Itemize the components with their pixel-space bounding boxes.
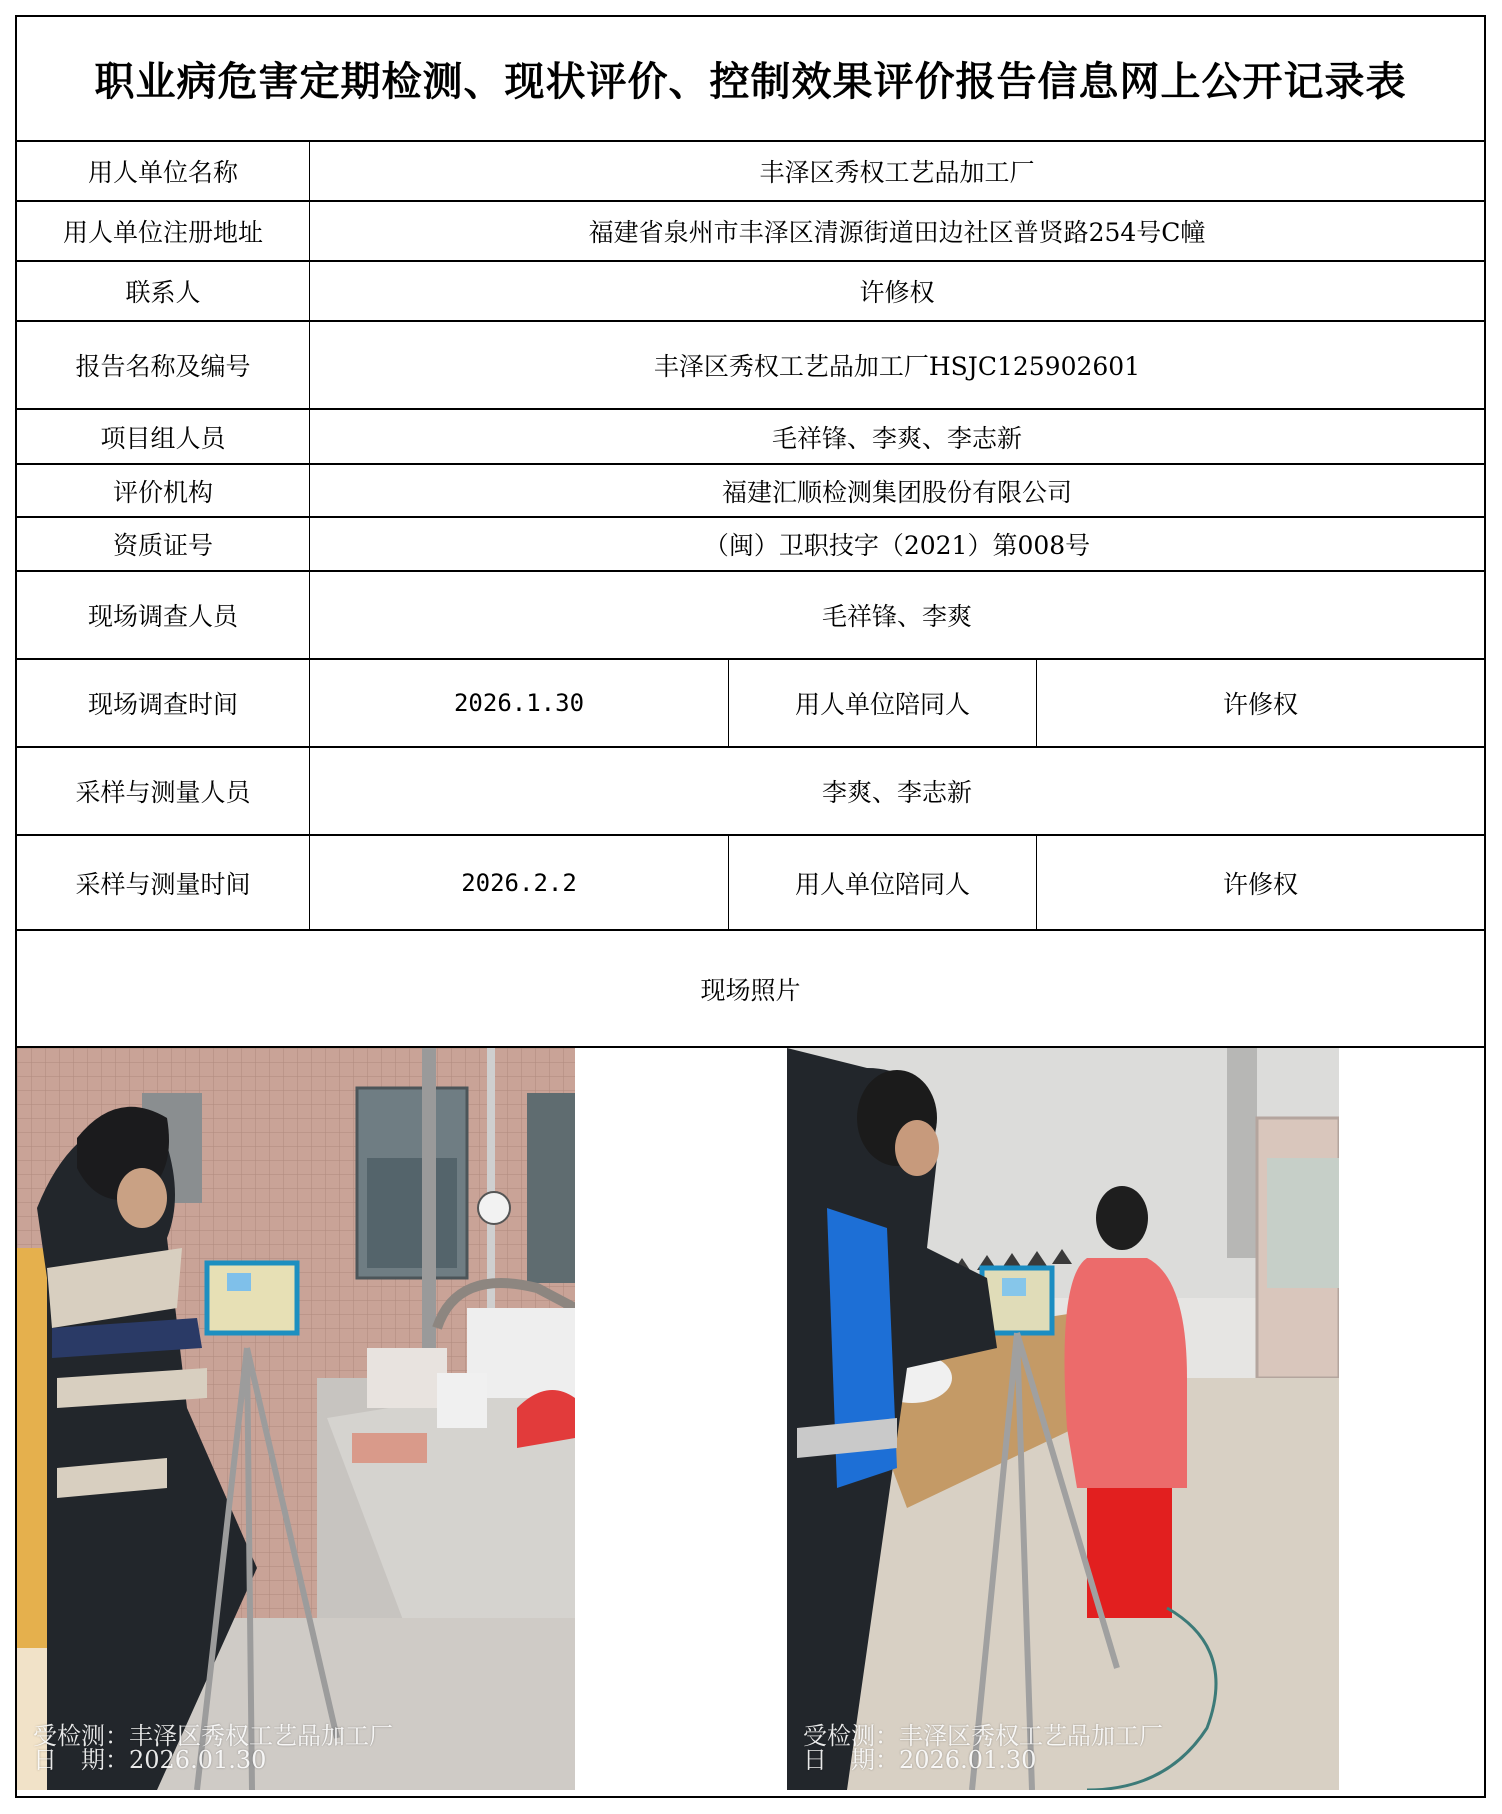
site-survey-time-label: 现场调查时间: [17, 660, 310, 746]
row-employer-address: [17, 202, 1484, 262]
qualification-number-label: 资质证号: [17, 518, 310, 570]
row-qualification-number: [17, 518, 1484, 572]
record-form: [15, 15, 1486, 1798]
sampling-accompany-value: 许修权: [1222, 869, 1298, 899]
report-name-number-label: 报告名称及编号: [17, 322, 310, 408]
sampling-staff-value: 李爽、李志新: [821, 778, 972, 807]
row-sampling-time: [17, 836, 1484, 931]
row-sampling-staff: [17, 748, 1484, 836]
qualification-number-value: （闽）卫职技字（2021）第008号: [703, 531, 1091, 560]
employer-name-label: 用人单位名称: [17, 142, 310, 200]
project-team-label: 项目组人员: [17, 410, 310, 463]
site-survey-accompany-label: 用人单位陪同人: [729, 660, 1037, 746]
site-survey-accompany-value: 许修权: [1222, 690, 1298, 719]
employer-address-label: 用人单位注册地址: [17, 202, 310, 260]
employer-name-value: 丰泽区秀权工艺品加工厂: [759, 158, 1035, 187]
site-photo-1-watermark: [33, 1724, 393, 1772]
row-contact: [17, 262, 1484, 322]
row-site-survey-staff: [17, 572, 1484, 660]
photo-caption: 现场照片: [700, 975, 801, 1005]
row-evaluation-agency: [17, 465, 1484, 518]
evaluation-agency-label: 评价机构: [17, 465, 310, 516]
row-report-name-number: [17, 322, 1484, 410]
project-team-value: 毛祥锋、李爽、李志新: [771, 423, 1022, 453]
sampling-accompany-label: 用人单位陪同人: [729, 836, 1037, 929]
employer-address-value: 福建省泉州市丰泽区清源街道田边社区普贤路254号C幢: [588, 218, 1206, 247]
row-site-survey-time: [17, 660, 1484, 748]
site-photo-2-watermark-date: 日 期：2026.01.30: [803, 1746, 1037, 1774]
sampling-time-value: 2026.2.2: [310, 836, 729, 929]
site-survey-staff-label: 现场调查人员: [17, 572, 310, 658]
site-photo-1-watermark-date: 日 期：2026.01.30: [33, 1746, 267, 1774]
row-employer-name: [17, 142, 1484, 202]
site-photo-1-image: [17, 1048, 575, 1790]
sampling-time-label: 采样与测量时间: [17, 836, 310, 929]
site-photo-2-watermark: [803, 1724, 1163, 1772]
site-survey-staff-value: 毛祥锋、李爽: [821, 602, 972, 631]
row-project-team: [17, 410, 1484, 465]
contact-value: 许修权: [859, 278, 935, 307]
site-photo-2-watermark-subject: 受检测：丰泽区秀权工艺品加工厂: [803, 1722, 1163, 1750]
form-title: 职业病危害定期检测、现状评价、控制效果评价报告信息网上公开记录表: [17, 17, 1484, 142]
site-survey-time-value: 2026.1.30: [310, 660, 729, 746]
site-photo-2: [787, 1048, 1339, 1790]
evaluation-agency-value: 福建汇顺检测集团股份有限公司: [721, 477, 1072, 507]
report-name-number-value: 丰泽区秀权工艺品加工厂HSJC125902601: [653, 352, 1141, 381]
site-photo-1-watermark-subject: 受检测：丰泽区秀权工艺品加工厂: [33, 1722, 393, 1750]
site-photo-1: [17, 1048, 575, 1790]
photo-caption-row: [17, 931, 1484, 1048]
site-photo-2-image: [787, 1048, 1339, 1790]
sampling-staff-label: 采样与测量人员: [17, 748, 310, 834]
contact-label: 联系人: [17, 262, 310, 320]
